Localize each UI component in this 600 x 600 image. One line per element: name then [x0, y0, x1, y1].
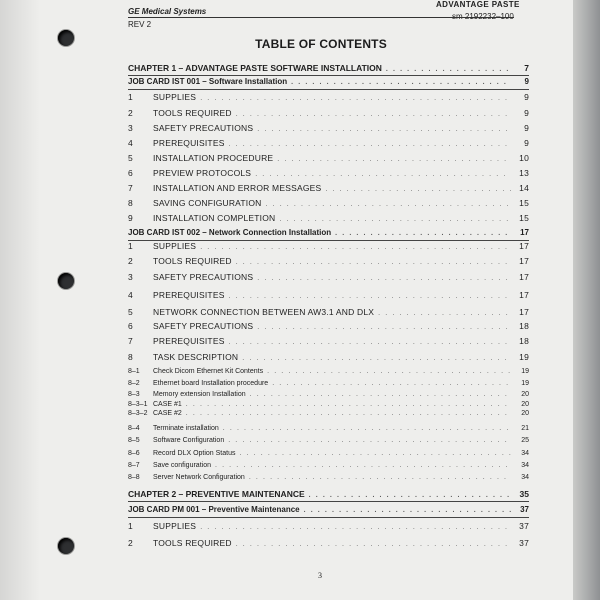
toc-entry-item [128, 307, 529, 317]
toc-entry-sub [128, 401, 529, 408]
toc-entry-page: 18 [519, 336, 529, 346]
toc-entry-item [128, 272, 529, 282]
toc-entry-page: 13 [519, 168, 529, 178]
toc-entry-chapter [128, 489, 529, 499]
toc-entry-label: CASE #1 [153, 401, 182, 408]
toc-entry-number: 8–5 [128, 437, 140, 444]
toc-leader-dots [335, 230, 511, 237]
toc-entry-sub [128, 450, 529, 457]
page-title: TABLE OF CONTENTS [255, 37, 387, 51]
toc-entry-page: 34 [521, 462, 529, 469]
toc-entry-item [128, 123, 529, 133]
toc-leader-dots [229, 293, 511, 300]
toc-entry-page: 15 [519, 213, 529, 223]
toc-leader-dots [277, 156, 511, 163]
toc-entry-number: 8–2 [128, 380, 140, 387]
toc-leader-dots [325, 186, 511, 193]
toc-entry-number: 3 [128, 123, 133, 133]
toc-entry-sub [128, 437, 529, 444]
toc-section-rule [128, 89, 529, 90]
toc-leader-dots [200, 95, 511, 102]
toc-leader-dots [257, 126, 511, 133]
toc-entry-number: 8 [128, 198, 133, 208]
toc-entry-item [128, 168, 529, 178]
toc-entry-page: 14 [519, 183, 529, 193]
toc-entry-page: 9 [524, 123, 529, 133]
toc-entry-page: 17 [519, 290, 529, 300]
toc-leader-dots [236, 111, 511, 118]
toc-entry-label: TOOLS REQUIRED [153, 108, 232, 118]
toc-entry-label: SAFETY PRECAUTIONS [153, 321, 254, 331]
toc-entry-label: Check Dicom Ethernet Kit Contents [153, 368, 264, 375]
toc-entry-page: 17 [520, 228, 529, 237]
toc-entry-label: TOOLS REQUIRED [153, 256, 232, 266]
toc-entry-page: 17 [519, 256, 529, 266]
toc-section-rule [128, 75, 529, 76]
toc-entry-page: 20 [521, 391, 529, 398]
toc-entry-item [128, 538, 529, 548]
toc-entry-number: 6 [128, 168, 133, 178]
toc-entry-label: PREREQUISITES [153, 138, 225, 148]
page-stack-edge [573, 0, 600, 600]
toc-entry-page: 17 [519, 307, 529, 317]
toc-entry-number: 7 [128, 336, 133, 346]
toc-leader-dots [223, 425, 511, 432]
toc-entry-number: 3 [128, 272, 133, 282]
toc-entry-label: PREVIEW PROTOCOLS [153, 168, 252, 178]
toc-entry-number: 8–4 [128, 425, 140, 432]
toc-leader-dots [272, 380, 511, 387]
toc-entry-page: 18 [519, 321, 529, 331]
toc-entry-sub [128, 474, 529, 481]
toc-entry-number: 4 [128, 138, 133, 148]
toc-entry-label: NETWORK CONNECTION BETWEEN AW3.1 AND DLX [153, 307, 375, 317]
toc-entry-label: PREREQUISITES [153, 290, 225, 300]
toc-entry-item [128, 336, 529, 346]
toc-entry-label: SAVING CONFIGURATION [153, 198, 262, 208]
toc-entry-number: 8–3–2 [128, 410, 148, 417]
toc-entry-number: 1 [128, 521, 133, 531]
toc-leader-dots [229, 339, 511, 346]
toc-entry-item [128, 108, 529, 118]
toc-entry-sub [128, 368, 529, 375]
toc-entry-label: INSTALLATION AND ERROR MESSAGES [153, 183, 322, 193]
toc-entry-page: 19 [521, 368, 529, 375]
toc-entry-sub [128, 391, 529, 398]
toc-entry-number: 2 [128, 256, 133, 266]
toc-entry-item [128, 521, 529, 531]
toc-entry-page: 20 [521, 401, 529, 408]
toc-entry-number: 8 [128, 352, 133, 362]
toc-entry-page: 9 [524, 138, 529, 148]
header-revision: REV 2 [128, 20, 152, 29]
toc-entry-page: 37 [520, 505, 529, 514]
toc-entry-number: 8–8 [128, 474, 140, 481]
toc-entry-page: 34 [521, 474, 529, 481]
toc-entry-page: 17 [519, 241, 529, 251]
toc-leader-dots [200, 524, 511, 531]
toc-entry-number: 5 [128, 153, 133, 163]
toc-entry-item [128, 256, 529, 266]
toc-entry-number: 6 [128, 321, 133, 331]
toc-leader-dots [250, 391, 511, 398]
toc-entry-page: 7 [524, 63, 529, 73]
toc-entry-label: SAFETY PRECAUTIONS [153, 272, 254, 282]
toc-entry-sub [128, 462, 529, 469]
toc-entry-item [128, 290, 529, 300]
toc-entry-item [128, 352, 529, 362]
toc-entry-label: Server Network Configuration [153, 474, 245, 481]
toc-entry-number: 4 [128, 290, 133, 300]
toc-entry-sub [128, 380, 529, 387]
toc-entry-label: INSTALLATION PROCEDURE [153, 153, 274, 163]
toc-entry-label: SUPPLIES [153, 92, 197, 102]
toc-leader-dots [242, 355, 511, 362]
toc-entry-label: INSTALLATION COMPLETION [153, 213, 276, 223]
toc-entry-number: 2 [128, 108, 133, 118]
toc-entry-card [128, 77, 529, 86]
toc-entry-item [128, 92, 529, 102]
toc-entry-card [128, 228, 529, 237]
toc-leader-dots [236, 259, 511, 266]
toc-leader-dots [249, 474, 511, 481]
toc-entry-page: 37 [519, 538, 529, 548]
toc-section-rule [128, 501, 529, 502]
toc-entry-label: Record DLX Option Status [153, 450, 236, 457]
toc-entry-page: 17 [519, 272, 529, 282]
toc-entry-item [128, 213, 529, 223]
toc-entry-label: Ethernet board Installation procedure [153, 380, 269, 387]
toc-entry-page: 19 [519, 352, 529, 362]
toc-entry-label: Software Configuration [153, 437, 225, 444]
toc-leader-dots [257, 324, 511, 331]
toc-entry-label: TOOLS REQUIRED [153, 538, 232, 548]
toc-leader-dots [267, 368, 511, 375]
toc-entry-label: JOB CARD IST 002 – Network Connection Installation [128, 228, 332, 237]
toc-entry-number: 1 [128, 241, 133, 251]
toc-leader-dots [279, 216, 511, 223]
toc-leader-dots [309, 492, 511, 499]
toc-section-rule [128, 517, 529, 518]
toc-leader-dots [266, 201, 511, 208]
toc-entry-page: 15 [519, 198, 529, 208]
toc-entry-number: 7 [128, 183, 133, 193]
toc-entry-number: 2 [128, 538, 133, 548]
toc-entry-label: Memory extension Installation [153, 391, 246, 398]
toc-entry-label: CHAPTER 2 – PREVENTIVE MAINTENANCE [128, 489, 305, 499]
toc-leader-dots [291, 79, 511, 86]
toc-entry-page: 9 [524, 77, 529, 86]
toc-entry-page: 35 [519, 489, 529, 499]
toc-entry-page: 9 [524, 108, 529, 118]
page-number: 3 [318, 571, 322, 580]
toc-entry-number: 5 [128, 307, 133, 317]
toc-entry-number: 8–3 [128, 391, 140, 398]
toc-leader-dots [215, 462, 511, 469]
toc-leader-dots [236, 541, 511, 548]
toc-entry-page: 21 [521, 425, 529, 432]
toc-entry-number: 9 [128, 213, 133, 223]
toc-entry-number: 8–3–1 [128, 401, 148, 408]
toc-entry-label: TASK DESCRIPTION [153, 352, 239, 362]
toc-entry-label: SUPPLIES [153, 241, 197, 251]
toc-entry-number: 8–7 [128, 462, 140, 469]
toc-entry-page: 10 [519, 153, 529, 163]
toc-entry-page: 9 [524, 92, 529, 102]
header-company: GE Medical Systems [128, 7, 207, 16]
toc-leader-dots [186, 401, 511, 408]
toc-entry-label: JOB CARD IST 001 – Software Installation [128, 77, 288, 86]
toc-entry-label: Save configuration [153, 462, 211, 469]
toc-entry-page: 19 [521, 380, 529, 387]
toc-leader-dots [386, 66, 511, 73]
toc-entry-page: 25 [521, 437, 529, 444]
toc-entry-number: 1 [128, 92, 133, 102]
toc-entry-label: Terminate installation [153, 425, 219, 432]
toc-entry-item [128, 321, 529, 331]
toc-entry-card [128, 505, 529, 514]
header-product: ADVANTAGE PASTE [436, 0, 520, 9]
toc-entry-label: CHAPTER 1 – ADVANTAGE PASTE SOFTWARE INSTALLATION [128, 63, 382, 73]
toc-entry-number: 8–1 [128, 368, 140, 375]
toc-entry-label: SUPPLIES [153, 521, 197, 531]
toc-entry-label: CASE #2 [153, 410, 182, 417]
toc-entry-label: PREREQUISITES [153, 336, 225, 346]
toc-entry-item [128, 241, 529, 251]
toc-entry-sub [128, 410, 529, 417]
toc-entry-item [128, 183, 529, 193]
toc-leader-dots [200, 244, 511, 251]
toc-entry-page: 20 [521, 410, 529, 417]
toc-entry-label: JOB CARD PM 001 – Preventive Maintenance [128, 505, 300, 514]
toc-entry-chapter [128, 63, 529, 73]
toc-leader-dots [229, 141, 511, 148]
toc-leader-dots [304, 507, 511, 514]
toc-entry-label: SAFETY PRECAUTIONS [153, 123, 254, 133]
toc-leader-dots [378, 310, 511, 317]
toc-entry-page: 37 [519, 521, 529, 531]
toc-entry-number: 8–6 [128, 450, 140, 457]
toc-leader-dots [228, 437, 511, 444]
toc-entry-sub [128, 425, 529, 432]
toc-entry-item [128, 153, 529, 163]
toc-leader-dots [240, 450, 512, 457]
toc-entry-item [128, 198, 529, 208]
toc-leader-dots [186, 410, 511, 417]
toc-leader-dots [257, 275, 511, 282]
toc-entry-item [128, 138, 529, 148]
toc-leader-dots [255, 171, 511, 178]
toc-entry-page: 34 [521, 450, 529, 457]
